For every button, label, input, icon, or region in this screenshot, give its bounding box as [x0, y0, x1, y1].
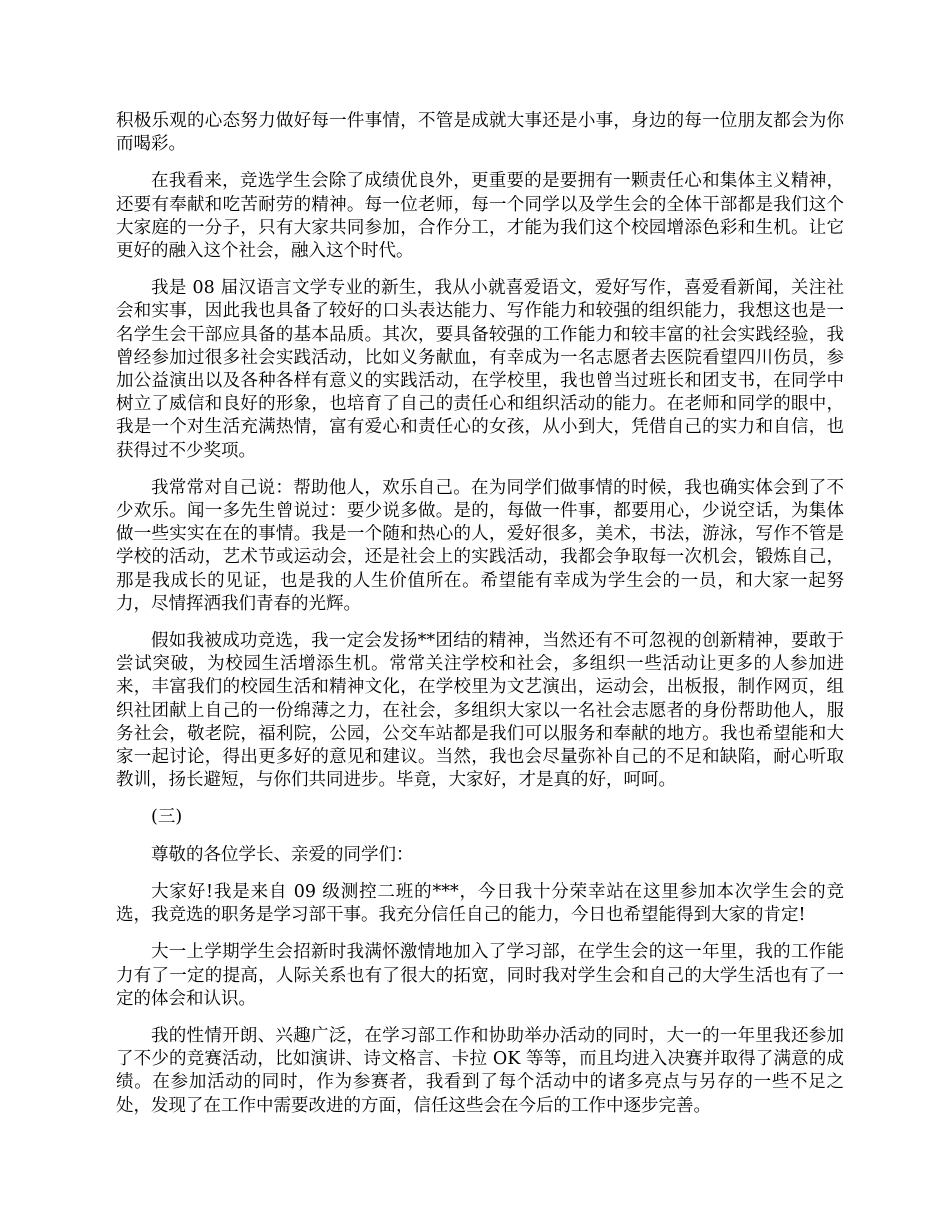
salutation: 尊敬的各位学长、亲爱的同学们： [151, 844, 414, 865]
document-body [116, 110, 844, 1132]
paragraph-helping-others: 我常常对自己说：帮助他人，欢乐自己。在为同学们做事情的时候，我也确实体会到了不少欢乐。闻一多先生曾说过：要少说多做。是的，每做一件事，都要用心，少说空话，为集体做一些实实在在的事情。我是一个随和热心的人，爱好很多，美术，书法，游泳，写作不管是学校的活动，艺术节或运动会，还是社会上的实践活动，我都会争取每一次机会，锻炼自己，那是我成长的见证，也是我的人生价值所在。希望能有幸成为学生会的一员，和大家一起努力，尽情挥洒我们青春的光辉。 [116, 477, 844, 614]
paragraph-personality: 我的性情开朗、兴趣广泛，在学习部工作和协助举办活动的同时，大一的一年里我还参加了不少的竞赛活动，比如演讲、诗文格言、卡拉 OK 等等，而且均进入决赛并取得了满意的成绩。在参加活动的同时，作为参赛者，我看到了每个活动中的诸多亮点与另存的一些不足之处，发现了在工作中需要改进的方面，信任这些会在今后的工作中逐步完善。 [116, 1025, 844, 1116]
paragraph-responsibility: 在我看来，竞选学生会除了成绩优良外，更重要的是要拥有一颗责任心和集体主义精神，还要有奉献和吃苦耐劳的精神。每一位老师，每一个同学以及学生会的全体干部都是我们这个大家庭的一分子，只有大家共同参加，合作分工，才能为我们这个校园增添色彩和生机。让它更好的融入这个社会，融入这个时代。 [116, 171, 844, 262]
paragraph-freshman-experience: 大一上学期学生会招新时我满怀激情地加入了学习部，在学生会的这一年里，我的工作能力有了一定的提高，人际关系也有了很大的拓宽，同时我对学生会和自己的大学生活也有了一定的体会和认识。 [116, 942, 844, 1009]
paragraph-self-introduction: 我是 08 届汉语言文学专业的新生，我从小就喜爱语文，爱好写作，喜爱看新闻，关注社会和实事，因此我也具备了较好的口头表达能力、写作能力和较强的组织能力，我想这也是一名学生会干部应具备的基本品质。其次，要具备较强的工作能力和较丰富的社会实践经验，我曾经参加过很多社会实践活动，比如义务献血，有幸成为一名志愿者去医院看望四川伤员，参加公益演出以及各种各样有意义的实践活动，在学校里，我也曾当过班长和团支书，在同学中树立了威信和良好的形象，也培育了自己的责任心和组织活动的能力。在老师和同学的眼中，我是一个对生活充满热情，富有爱心和责任心的女孩，从小到大，凭借自己的实力和自信，也获得过不少奖项。 [116, 278, 844, 461]
paragraph-continuation: 积极乐观的心态努力做好每一件事情，不管是成就大事还是小事，身边的每一位朋友都会为你而喝彩。 [116, 111, 844, 155]
paragraph-greeting: 大家好!我是来自 09 级测控二班的***，今日我十分荣幸站在这里参加本次学生会的竞选，我竞选的职务是学习部干事。我充分信任自己的能力，今日也希望能得到大家的肯定! [116, 881, 844, 926]
paragraph-election-plans: 假如我被成功竞选，我一定会发扬**团结的精神，当然还有不可忽视的创新精神，要敢于尝试突破，为校园生活增添生机。常常关注学校和社会，多组织一些活动让更多的人参加进来，丰富我们的校园生活和精神文化，在学校里为文艺演出，运动会，出板报，制作网页，组织社团献上自己的一份绵薄之力，在社会，多组织大家以一名社会志愿者的身份帮助他人，服务社会，敬老院，福利院，公园，公交车站都是我们可以服务和奉献的地方。我也希望能和大家一起讨论，得出更多好的意见和建议。当然，我也会尽量弥补自己的不足和缺陷，耐心听取教训，扬长避短，与你们共同进步。毕竟，大家好，才是真的好，呵呵。 [116, 631, 844, 791]
section-heading-three: (三) [151, 807, 183, 828]
